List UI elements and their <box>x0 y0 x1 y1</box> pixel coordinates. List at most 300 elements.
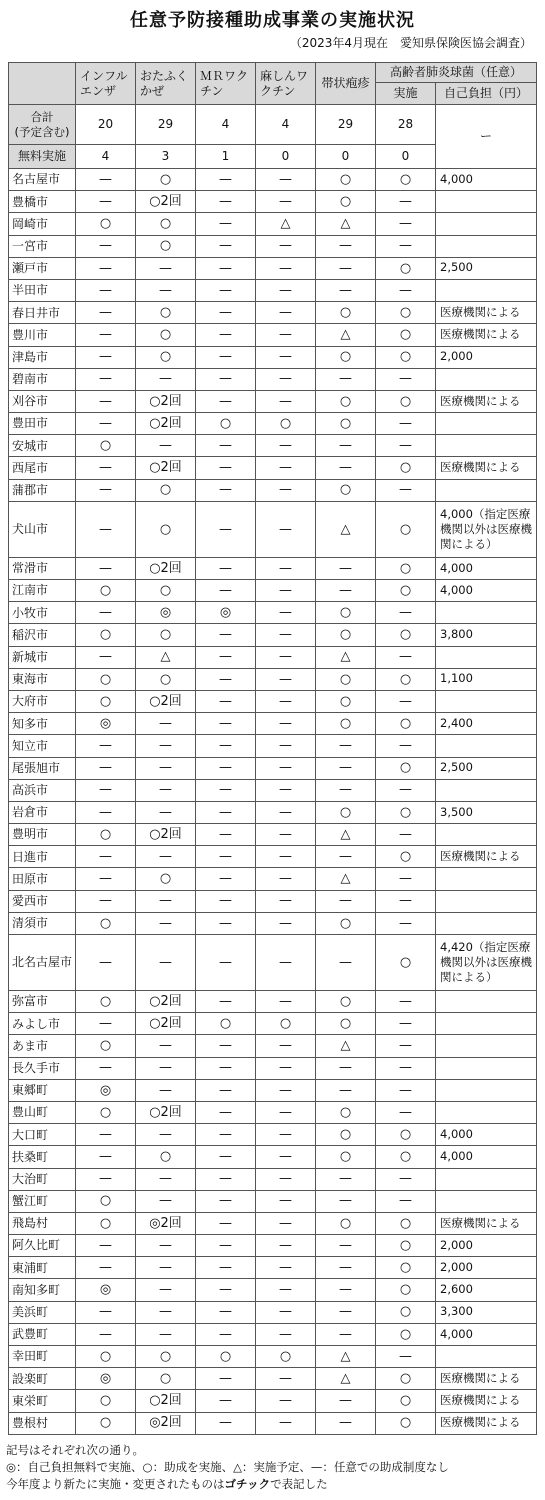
status-cell: ○ <box>136 1368 196 1390</box>
table-row <box>9 1390 537 1412</box>
status-cell: — <box>136 735 196 757</box>
status-cell: — <box>256 1257 316 1279</box>
status-cell: — <box>196 668 256 690</box>
table-row <box>9 1301 537 1323</box>
cost-cell <box>436 1168 537 1190</box>
municipality-name: 東栄町 <box>9 1390 76 1412</box>
table-row <box>9 413 537 435</box>
status-cell: ○ <box>376 557 436 579</box>
status-cell: ○2回 <box>136 1101 196 1123</box>
table-row <box>9 1079 537 1101</box>
status-cell: ○ <box>76 624 136 646</box>
status-cell: — <box>76 757 136 779</box>
status-cell: — <box>316 1390 376 1412</box>
status-cell: — <box>376 646 436 668</box>
status-cell: — <box>136 1279 196 1301</box>
status-cell: ○ <box>196 1346 256 1368</box>
cost-cell: 2,500 <box>436 757 537 779</box>
municipality-name: 美浜町 <box>9 1301 76 1323</box>
cost-cell: 医療機関による <box>436 846 537 868</box>
status-cell: ○ <box>136 624 196 646</box>
status-cell: — <box>136 713 196 735</box>
status-cell: ○ <box>316 390 376 412</box>
status-cell: — <box>76 346 136 368</box>
status-cell: — <box>256 868 316 890</box>
cost-cell: 4,000 <box>436 1323 537 1345</box>
status-cell: — <box>256 1057 316 1079</box>
status-cell: — <box>196 235 256 257</box>
status-cell: △ <box>316 501 376 557</box>
status-cell: — <box>136 890 196 912</box>
status-cell: — <box>136 1124 196 1146</box>
status-cell: ○2回 <box>136 1013 196 1035</box>
status-cell: — <box>76 846 136 868</box>
status-cell: ○ <box>376 457 436 479</box>
free-cell: 0 <box>256 145 316 169</box>
status-cell: — <box>376 779 436 801</box>
status-cell: — <box>316 1235 376 1257</box>
status-cell: ○ <box>76 668 136 690</box>
cost-cell: 3,300 <box>436 1301 537 1323</box>
status-cell: ◎ <box>76 1368 136 1390</box>
status-cell: — <box>256 479 316 501</box>
status-cell: — <box>196 735 256 757</box>
status-cell: — <box>256 191 316 213</box>
status-cell: ○ <box>136 868 196 890</box>
table-row <box>9 213 537 235</box>
status-cell: — <box>376 1057 436 1079</box>
status-cell: — <box>376 868 436 890</box>
status-cell: ○ <box>76 1101 136 1123</box>
status-cell: ○ <box>76 912 136 934</box>
status-cell: — <box>76 1323 136 1345</box>
table-row <box>9 646 537 668</box>
status-cell: — <box>136 779 196 801</box>
status-cell: — <box>196 501 256 557</box>
status-cell: — <box>256 646 316 668</box>
cost-cell: 2,500 <box>436 257 537 279</box>
status-cell: — <box>76 390 136 412</box>
table-row <box>9 1124 537 1146</box>
cost-cell: 3,800 <box>436 624 537 646</box>
status-cell: ○2回 <box>136 557 196 579</box>
cost-cell <box>436 413 537 435</box>
total-cell: 4 <box>256 105 316 145</box>
status-cell: ○ <box>136 668 196 690</box>
status-cell: — <box>196 457 256 479</box>
status-cell: — <box>76 779 136 801</box>
status-cell: — <box>136 1257 196 1279</box>
status-cell: — <box>256 824 316 846</box>
page-title: 任意予防接種助成事業の実施状況 <box>130 10 415 31</box>
table-row <box>9 735 537 757</box>
status-cell: — <box>196 1101 256 1123</box>
status-cell: — <box>256 935 316 991</box>
free-cell: 1 <box>196 145 256 169</box>
status-cell: — <box>76 1257 136 1279</box>
status-cell: — <box>196 368 256 390</box>
header-measles: 麻しんワ クチン <box>256 63 316 105</box>
table-row <box>9 824 537 846</box>
cost-cell: 4,000 <box>436 580 537 602</box>
status-cell: ○ <box>76 1035 136 1057</box>
status-cell: △ <box>136 646 196 668</box>
status-cell: — <box>256 257 316 279</box>
cost-cell <box>436 602 537 624</box>
status-cell: — <box>376 1101 436 1123</box>
table-row <box>9 501 537 557</box>
status-cell: ◎2回 <box>136 1212 196 1234</box>
status-cell: — <box>316 1412 376 1434</box>
status-cell: — <box>196 1412 256 1434</box>
status-cell: ○ <box>76 1412 136 1434</box>
status-cell: ○ <box>376 757 436 779</box>
status-cell: — <box>376 890 436 912</box>
municipality-name: 蟹江町 <box>9 1190 76 1212</box>
status-cell: — <box>76 413 136 435</box>
status-cell: ○ <box>376 1279 436 1301</box>
table-row <box>9 912 537 934</box>
table-row <box>9 1412 537 1434</box>
status-cell: — <box>256 435 316 457</box>
municipality-name: 設楽町 <box>9 1368 76 1390</box>
status-cell: — <box>376 235 436 257</box>
municipality-name: 一宮市 <box>9 235 76 257</box>
legend-notes <box>6 1442 449 1493</box>
cost-cell: 医療機関による <box>436 1412 537 1434</box>
status-cell: — <box>196 935 256 991</box>
status-cell: — <box>196 1190 256 1212</box>
status-cell: — <box>376 413 436 435</box>
status-cell: ○2回 <box>136 824 196 846</box>
cost-cell: 医療機関による <box>436 1212 537 1234</box>
total-cell: 29 <box>136 105 196 145</box>
total-cell: 29 <box>316 105 376 145</box>
free-cell: 3 <box>136 145 196 169</box>
status-cell: ◎2回 <box>136 1412 196 1434</box>
cost-cell <box>436 735 537 757</box>
status-cell: — <box>376 991 436 1013</box>
table-row <box>9 580 537 602</box>
status-cell: ○ <box>376 390 436 412</box>
municipality-name: 名古屋市 <box>9 169 76 191</box>
status-cell: ○ <box>316 169 376 191</box>
header-pneumo-cost: 自己負担（円） <box>436 83 537 105</box>
municipality-name: 豊田市 <box>9 413 76 435</box>
table-row <box>9 1235 537 1257</box>
cost-cell: 4,000 <box>436 557 537 579</box>
status-cell: — <box>376 824 436 846</box>
status-cell: ○ <box>376 935 436 991</box>
status-cell: ○ <box>316 1212 376 1234</box>
status-cell: — <box>256 668 316 690</box>
table-row <box>9 302 537 324</box>
municipality-name: 東浦町 <box>9 1257 76 1279</box>
status-cell: ○ <box>376 501 436 557</box>
status-cell: — <box>196 912 256 934</box>
status-cell: — <box>196 890 256 912</box>
status-cell: — <box>376 690 436 712</box>
status-cell: ○ <box>136 580 196 602</box>
status-cell: — <box>196 824 256 846</box>
status-cell: — <box>316 1257 376 1279</box>
status-cell: — <box>196 435 256 457</box>
status-cell: — <box>136 279 196 301</box>
status-cell: ○ <box>76 1212 136 1234</box>
cost-cell <box>436 912 537 934</box>
status-cell: ○ <box>376 668 436 690</box>
cost-cell <box>436 479 537 501</box>
cost-cell: 1,100 <box>436 668 537 690</box>
status-cell: ○ <box>136 302 196 324</box>
status-cell: — <box>196 169 256 191</box>
municipality-name: 知立市 <box>9 735 76 757</box>
status-cell: — <box>196 1079 256 1101</box>
cost-cell <box>436 213 537 235</box>
status-cell: — <box>196 257 256 279</box>
status-cell: ○ <box>76 435 136 457</box>
municipality-name: 碧南市 <box>9 368 76 390</box>
status-cell: ◎ <box>76 1079 136 1101</box>
status-cell: ○ <box>316 991 376 1013</box>
status-cell: ○ <box>136 213 196 235</box>
status-cell: — <box>196 580 256 602</box>
status-cell: — <box>136 1035 196 1057</box>
status-cell: ○ <box>76 1390 136 1412</box>
note-line: 今年度より新たに実施・変更されたものはゴチックで表記した <box>6 1477 328 1491</box>
status-cell: — <box>256 346 316 368</box>
municipality-name: 豊川市 <box>9 324 76 346</box>
status-cell: — <box>376 735 436 757</box>
status-cell: — <box>76 191 136 213</box>
status-cell: ○2回 <box>136 690 196 712</box>
cost-cell: 4,000 <box>436 1146 537 1168</box>
municipality-name: 愛西市 <box>9 890 76 912</box>
municipality-name: みよし市 <box>9 1013 76 1035</box>
status-cell: ○ <box>316 1124 376 1146</box>
status-cell: ○ <box>316 690 376 712</box>
cost-cell <box>436 191 537 213</box>
status-cell: — <box>76 457 136 479</box>
status-cell: — <box>76 235 136 257</box>
municipality-name: 新城市 <box>9 646 76 668</box>
status-cell: ◎ <box>136 602 196 624</box>
table-row <box>9 846 537 868</box>
status-cell: — <box>256 1079 316 1101</box>
status-cell: — <box>316 580 376 602</box>
status-cell: — <box>196 1301 256 1323</box>
cost-cell: 2,000 <box>436 1257 537 1279</box>
status-cell: ○ <box>376 1146 436 1168</box>
status-cell: — <box>256 557 316 579</box>
municipality-name: 岡崎市 <box>9 213 76 235</box>
cost-cell: 医療機関による <box>436 457 537 479</box>
municipality-name: 常滑市 <box>9 557 76 579</box>
table-row <box>9 368 537 390</box>
status-cell: — <box>376 1346 436 1368</box>
status-cell: — <box>316 757 376 779</box>
status-cell: — <box>256 1146 316 1168</box>
cost-cell <box>436 1346 537 1368</box>
status-cell: ○ <box>376 1390 436 1412</box>
total-row <box>9 105 537 145</box>
status-cell: — <box>256 324 316 346</box>
status-cell: — <box>256 390 316 412</box>
status-cell: ○ <box>136 169 196 191</box>
cost-cell <box>436 991 537 1013</box>
status-cell: — <box>256 624 316 646</box>
status-cell: ○ <box>316 801 376 823</box>
status-cell: — <box>256 1368 316 1390</box>
municipality-name: 岩倉市 <box>9 801 76 823</box>
table-row <box>9 890 537 912</box>
municipality-name: 豊根村 <box>9 1412 76 1434</box>
status-cell: △ <box>316 1346 376 1368</box>
table-row <box>9 779 537 801</box>
municipality-name: 東海市 <box>9 668 76 690</box>
status-cell: — <box>376 602 436 624</box>
status-cell: — <box>196 1035 256 1057</box>
municipality-name: 日進市 <box>9 846 76 868</box>
status-cell: — <box>316 1168 376 1190</box>
status-cell: △ <box>256 213 316 235</box>
status-cell: ○ <box>136 346 196 368</box>
status-cell: — <box>76 257 136 279</box>
municipality-name: 大口町 <box>9 1124 76 1146</box>
status-cell: — <box>196 690 256 712</box>
table-row <box>9 1279 537 1301</box>
table-row <box>9 991 537 1013</box>
status-cell: ○ <box>316 1146 376 1168</box>
cost-cell <box>436 690 537 712</box>
status-cell: △ <box>316 213 376 235</box>
status-cell: ○ <box>376 1235 436 1257</box>
cost-cell <box>436 1057 537 1079</box>
status-cell: — <box>76 279 136 301</box>
status-cell: — <box>76 602 136 624</box>
status-cell: — <box>256 169 316 191</box>
cost-cell <box>436 779 537 801</box>
municipality-name: 豊明市 <box>9 824 76 846</box>
status-cell: — <box>76 1057 136 1079</box>
status-cell: ○ <box>376 324 436 346</box>
status-cell: — <box>136 435 196 457</box>
status-cell: ○2回 <box>136 457 196 479</box>
status-cell: ○ <box>316 302 376 324</box>
status-cell: ○ <box>256 1346 316 1368</box>
status-cell: — <box>316 779 376 801</box>
status-cell: ○ <box>316 668 376 690</box>
status-cell: ○ <box>316 1101 376 1123</box>
status-cell: — <box>316 890 376 912</box>
status-cell: — <box>136 912 196 934</box>
municipality-name: 半田市 <box>9 279 76 301</box>
municipality-name: あま市 <box>9 1035 76 1057</box>
status-cell: ○ <box>196 413 256 435</box>
table-row <box>9 1013 537 1035</box>
status-cell: — <box>196 1368 256 1390</box>
status-cell: — <box>196 1279 256 1301</box>
status-cell: — <box>196 646 256 668</box>
municipality-name: 西尾市 <box>9 457 76 479</box>
status-cell: ○ <box>76 991 136 1013</box>
status-cell: ○ <box>136 479 196 501</box>
cost-cell <box>436 1101 537 1123</box>
cost-cell: 2,000 <box>436 1235 537 1257</box>
status-cell: — <box>136 1190 196 1212</box>
status-cell: — <box>376 1013 436 1035</box>
status-cell: — <box>196 1390 256 1412</box>
status-cell: — <box>256 1412 316 1434</box>
status-cell: — <box>376 912 436 934</box>
table-row <box>9 557 537 579</box>
status-cell: ◎ <box>76 713 136 735</box>
status-cell: — <box>136 1079 196 1101</box>
status-cell: — <box>316 457 376 479</box>
status-cell: ○2回 <box>136 413 196 435</box>
status-cell: ○2回 <box>136 1390 196 1412</box>
table-row <box>9 1190 537 1212</box>
status-cell: — <box>76 1168 136 1190</box>
status-cell: — <box>376 435 436 457</box>
status-cell: — <box>196 1257 256 1279</box>
status-cell: — <box>136 757 196 779</box>
status-cell: — <box>196 1323 256 1345</box>
status-cell: — <box>76 169 136 191</box>
status-cell: ○ <box>136 1146 196 1168</box>
status-cell: — <box>316 279 376 301</box>
cost-cell: 4,000 <box>436 1124 537 1146</box>
status-cell: — <box>196 779 256 801</box>
municipality-name: 瀬戸市 <box>9 257 76 279</box>
cost-cell <box>436 235 537 257</box>
status-cell: — <box>316 1301 376 1323</box>
status-cell: — <box>76 801 136 823</box>
municipality-name: 扶桑町 <box>9 1146 76 1168</box>
status-cell: ○ <box>376 1368 436 1390</box>
status-cell: — <box>256 735 316 757</box>
status-cell: — <box>256 235 316 257</box>
status-cell: — <box>196 1235 256 1257</box>
status-cell: — <box>196 846 256 868</box>
status-cell: — <box>256 1190 316 1212</box>
status-cell: ○ <box>376 624 436 646</box>
status-cell: — <box>256 602 316 624</box>
cost-cell: 医療機関による <box>436 324 537 346</box>
status-cell: — <box>256 801 316 823</box>
status-cell: — <box>256 1124 316 1146</box>
table-row <box>9 602 537 624</box>
status-cell: — <box>76 1235 136 1257</box>
cost-cell <box>436 1035 537 1057</box>
cost-cell: 2,400 <box>436 713 537 735</box>
status-cell: — <box>196 868 256 890</box>
municipality-name: 長久手市 <box>9 1057 76 1079</box>
municipality-name: 高浜市 <box>9 779 76 801</box>
status-cell: ○ <box>376 801 436 823</box>
status-cell: — <box>256 912 316 934</box>
table-row <box>9 435 537 457</box>
cost-cell <box>436 890 537 912</box>
status-cell: — <box>376 479 436 501</box>
status-cell: ○ <box>376 580 436 602</box>
municipality-name: 大府市 <box>9 690 76 712</box>
status-cell: — <box>256 890 316 912</box>
status-cell: ○ <box>376 346 436 368</box>
page-subtitle: （2023年4月現在 愛知県保険医協会調査） <box>289 36 532 50</box>
status-cell: △ <box>316 324 376 346</box>
municipality-name: 刈谷市 <box>9 390 76 412</box>
